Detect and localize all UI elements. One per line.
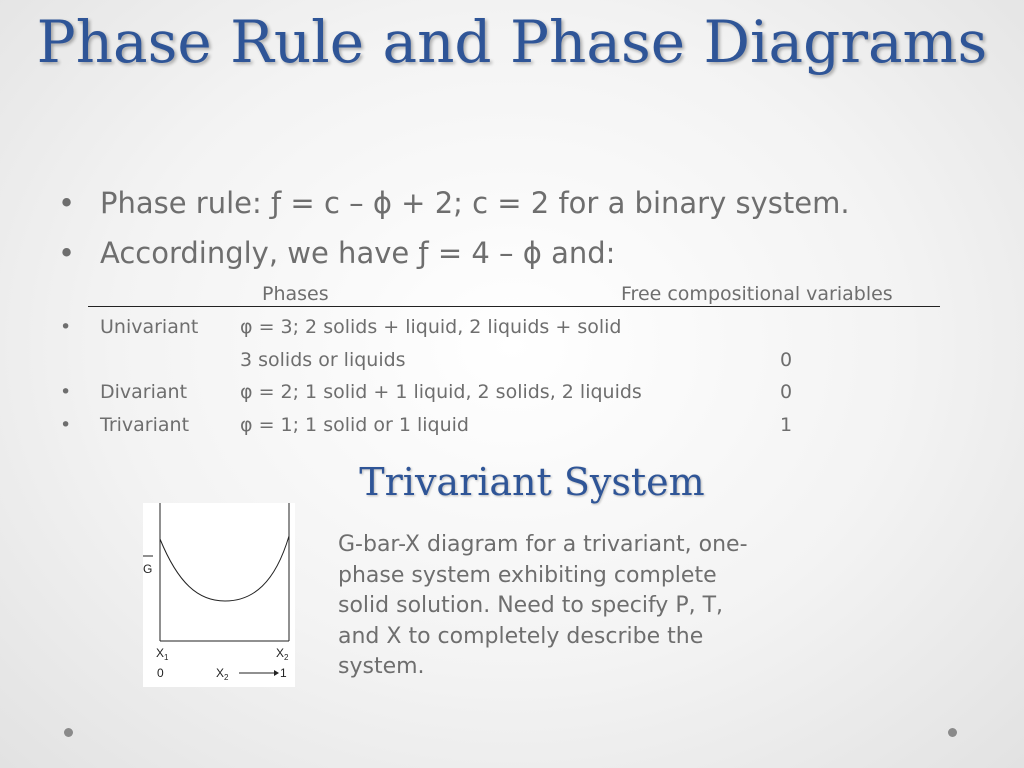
row-value: 0: [780, 381, 793, 403]
row-phases: φ = 2; 1 solid + 1 liquid, 2 solids, 2 liquids: [240, 381, 642, 403]
row-phases: 3 solids or liquids: [240, 349, 406, 371]
bullet-text: Accordingly, we have ƒ = 4 – ϕ and:: [100, 236, 616, 270]
section-subtitle: Trivariant System: [359, 460, 705, 504]
axis-variable-label: [216, 666, 229, 682]
table-header-phases: Phases: [262, 283, 329, 305]
bullet-phase-rule: [58, 186, 850, 220]
arrow-right-icon: [274, 670, 279, 676]
axis-max-label: 1: [280, 666, 287, 680]
bullet-accordingly: [58, 236, 615, 270]
x2-label: [276, 646, 289, 662]
x1-label-sub: 1: [164, 653, 169, 662]
row-label: Divariant: [100, 381, 188, 403]
left-corner-dot-icon: [64, 728, 73, 737]
x2-label-sub: 2: [284, 653, 289, 662]
x1-label: [156, 646, 169, 662]
g-bar-x-diagram: [143, 503, 295, 687]
free-energy-curve: [160, 536, 289, 601]
row-label: Trivariant: [100, 414, 190, 436]
table-rule: [88, 306, 940, 307]
right-corner-dot-icon: [948, 728, 957, 737]
row-label: Univariant: [100, 316, 199, 338]
axis-variable-sub: 2: [224, 673, 229, 682]
axis-variable-text: X: [216, 666, 225, 680]
slide-title: Phase Rule and Phase Diagrams: [36, 8, 988, 76]
row-value: 1: [780, 414, 793, 436]
bullet-marker: •: [58, 186, 76, 220]
diagram-caption: G-bar-X diagram for a trivariant, one-phase system exhibiting complete solid solution. Need to specify P, T, and X to completely describe the system.: [338, 532, 748, 679]
y-axis-label: G: [143, 562, 153, 576]
bullet-marker: •: [58, 236, 76, 270]
row-marker: •: [60, 414, 72, 436]
axis-min-label: 0: [157, 666, 164, 680]
x1-label-text: X: [156, 646, 165, 660]
table-header-free-variables: Free compositional variables: [621, 283, 893, 305]
row-marker: •: [60, 316, 72, 338]
diagram-svg: [143, 503, 295, 687]
row-value: 0: [780, 349, 793, 371]
row-phases: φ = 1; 1 solid or 1 liquid: [240, 414, 469, 436]
bullet-text: Phase rule: ƒ = c – ϕ + 2; c = 2 for a binary system.: [100, 186, 850, 220]
x2-label-text: X: [276, 646, 285, 660]
row-phases: φ = 3; 2 solids + liquid, 2 liquids + solid: [240, 316, 622, 338]
row-marker: •: [60, 381, 72, 403]
